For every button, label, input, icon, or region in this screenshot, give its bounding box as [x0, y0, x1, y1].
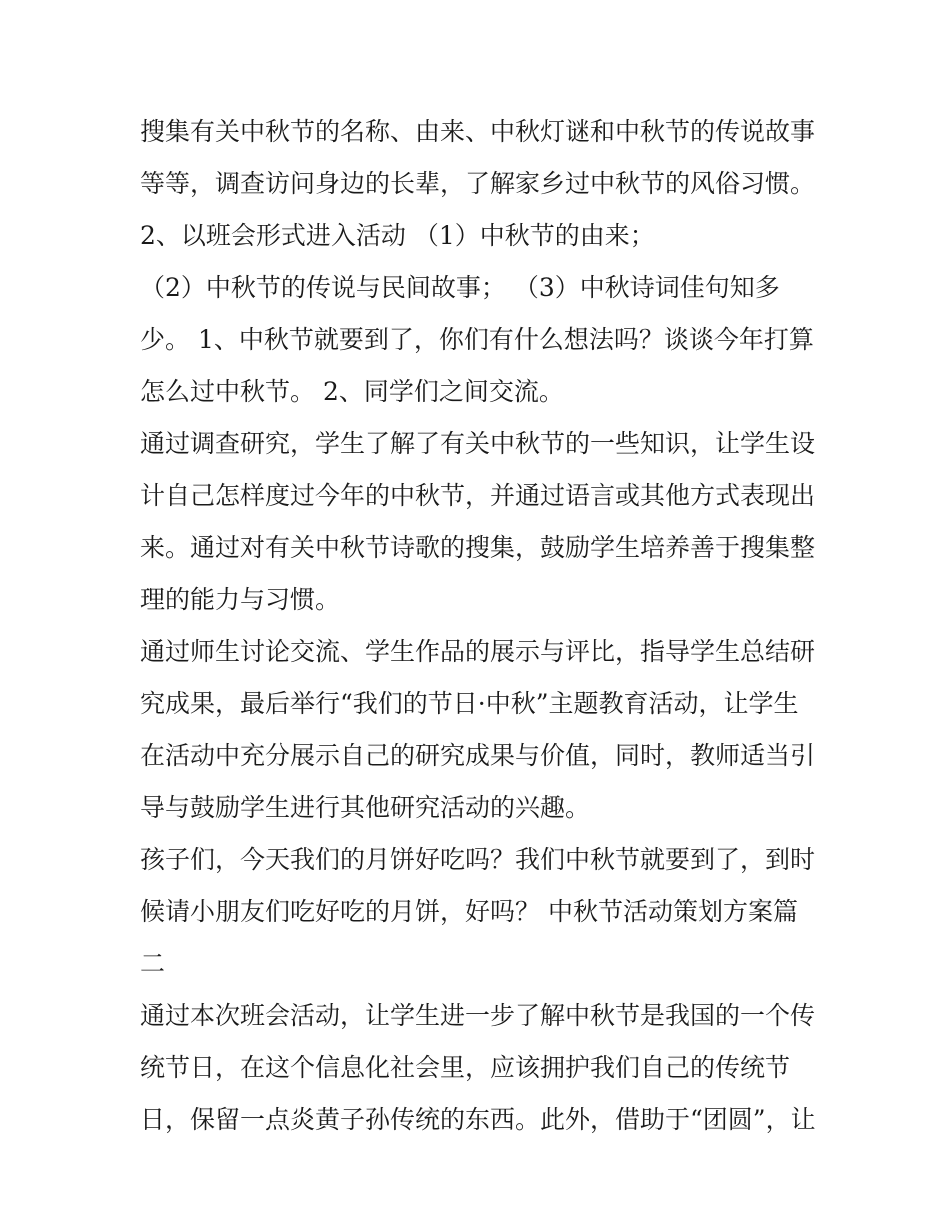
text-line: 少。 1、中秋节就要到了，你们有什么想法吗？谈谈今年打算 [140, 325, 814, 354]
text-line: 在活动中充分展示自己的研究成果与价值，同时，教师适当引 [140, 741, 816, 770]
text-line: 怎么过中秋节。 2、同学们之间交流。 [140, 377, 564, 406]
text-line: 究成果，最后举行“我们的节日·中秋”主题教育活动，让学生 [140, 689, 799, 718]
document-body [140, 106, 830, 1146]
text-line: 候请小朋友们吃好吃的月饼，好吗？ 中秋节活动策划方案篇 [140, 897, 798, 926]
text-line: 搜集有关中秋节的名称、由来、中秋灯谜和中秋节的传说故事 [140, 117, 816, 146]
text-line: 通过师生讨论交流、学生作品的展示与评比，指导学生总结研 [140, 637, 816, 666]
text-line: 导与鼓励学生进行其他研究活动的兴趣。 [140, 793, 591, 822]
text-line: 等等，调查访问身边的长辈，了解家乡过中秋节的风俗习惯。 [140, 169, 816, 198]
text-line: 孩子们，今天我们的月饼好吃吗？我们中秋节就要到了，到时 [140, 845, 816, 874]
text-line: 来。通过对有关中秋节诗歌的搜集，鼓励学生培养善于搜集整 [140, 533, 816, 562]
text-line: 理的能力与习惯。 [140, 585, 341, 614]
text-line: 2、以班会形式进入活动 （1）中秋节的由来； [140, 221, 655, 250]
text-line: 统节日，在这个信息化社会里，应该拥护我们自己的传统节 [140, 1053, 791, 1082]
text-line: （2）中秋节的传说与民间故事； （3）中秋诗词佳句知多 [140, 273, 780, 302]
text-line: 计自己怎样度过今年的中秋节，并通过语言或其他方式表现出 [140, 481, 816, 510]
text-line: 通过调查研究，学生了解了有关中秋节的一些知识，让学生设 [140, 429, 816, 458]
text-line: 通过本次班会活动，让学生进一步了解中秋节是我国的一个传 [140, 1001, 816, 1030]
text-line: 二 [140, 949, 166, 978]
text-line: 日，保留一点炎黄子孙传统的东西。此外，借助于“团圆”，让 [140, 1105, 816, 1134]
